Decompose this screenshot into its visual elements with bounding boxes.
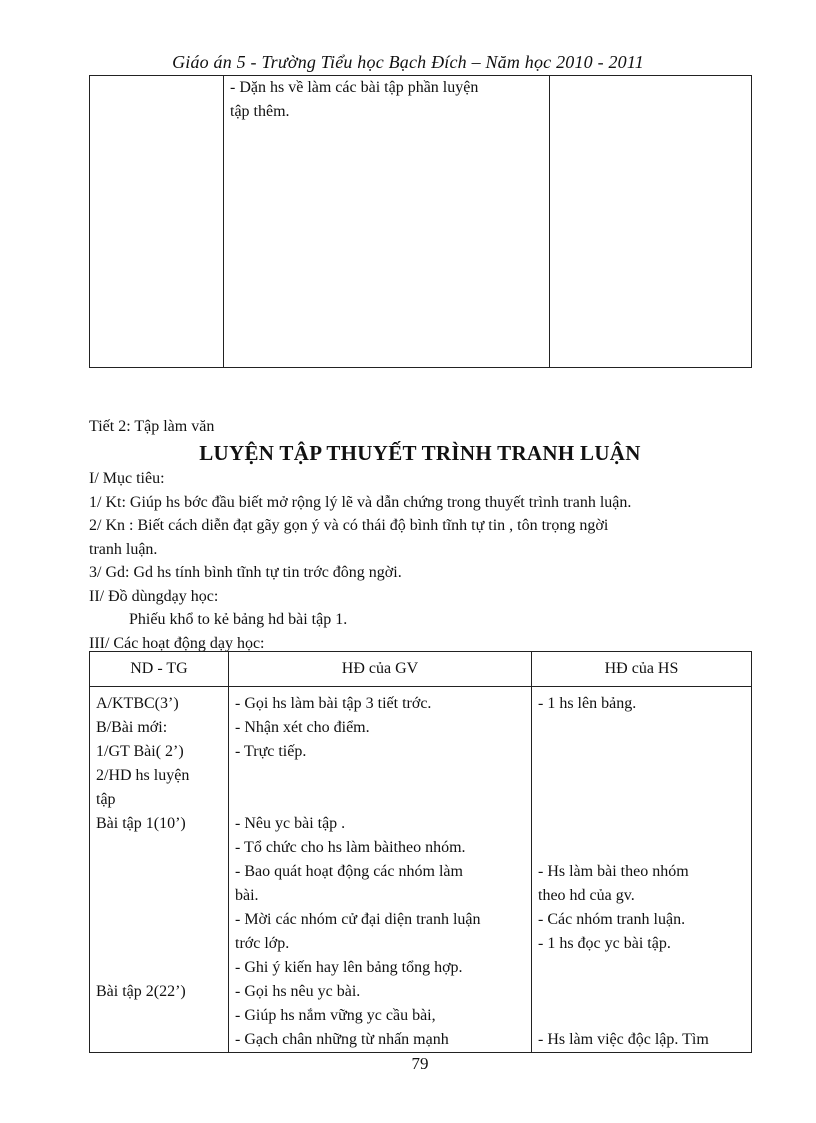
materials-item: Phiếu khổ to kẻ bảng hd bài tập 1. [129, 611, 348, 628]
objective-knowledge: 1/ Kt: Giúp hs bớc đầu biết mở rộng lý lẽ và dẫn chứng trong thuyết trình tranh luận. [89, 493, 632, 511]
objective-skill: 2/ Kn : Biết cách diễn đạt gãy gọn ý và có thái độ bình tĩnh tự tin , tôn trọng ngời [89, 517, 609, 534]
cell-line: theo hd của gv. [538, 887, 635, 904]
cell-line: bài. [235, 887, 259, 904]
page-number: 79 [411, 1054, 429, 1073]
lesson-title: LUYỆN TẬP THUYẾT TRÌNH TRANH LUẬN [199, 441, 641, 465]
cell-line [96, 908, 222, 932]
table-row [90, 687, 752, 1053]
cell-line: 1/GT Bài( 2’) [96, 743, 184, 760]
cell-line [96, 860, 222, 884]
cell-line: - Trực tiếp. [235, 743, 307, 760]
column-header: HĐ của HS [532, 652, 752, 687]
cell-line [538, 1004, 745, 1028]
cell-line [96, 1028, 222, 1052]
cell-line: - Mời các nhóm cử đại diện tranh luận [235, 911, 481, 928]
table-row [90, 76, 752, 368]
cell-line [235, 764, 525, 788]
cell-line: 2/HD hs luyện [96, 767, 190, 784]
content-time-cell [90, 687, 229, 1053]
column-header: HĐ của GV [229, 652, 532, 687]
objectives-heading: I/ Mục tiêu: [89, 470, 165, 487]
top-table-col1 [90, 76, 224, 368]
objective-skill-cont: tranh luận. [89, 540, 158, 558]
teacher-activity-cell [229, 687, 532, 1053]
cell-line: A/KTBC(3’) [96, 695, 179, 712]
cell-line: - Dặn hs về làm các bài tập phần luyện [230, 79, 479, 96]
activities-table [89, 651, 752, 1053]
cell-line [538, 788, 745, 812]
cell-line: - 1 hs lên bảng. [538, 695, 637, 712]
cell-line [96, 932, 222, 956]
continuation-table [89, 75, 752, 368]
cell-line [96, 1004, 222, 1028]
cell-line [538, 836, 745, 860]
cell-line: tập [96, 791, 116, 808]
cell-line: trớc lớp. [235, 935, 290, 952]
lesson-label: Tiết 2: Tập làm văn [89, 418, 215, 435]
cell-line: - Gọi hs nêu yc bài. [235, 983, 361, 1000]
cell-line [538, 980, 745, 1004]
top-table-col2 [224, 76, 550, 368]
cell-line [538, 812, 745, 836]
cell-line [96, 956, 222, 980]
cell-line: B/Bài mới: [96, 719, 168, 736]
cell-line [538, 740, 745, 764]
cell-line [96, 884, 222, 908]
cell-line: - Gọi hs làm bài tập 3 tiết trớc. [235, 695, 432, 712]
cell-line [235, 788, 525, 812]
cell-line: - Tổ chức cho hs làm bàitheo nhóm. [235, 839, 466, 856]
materials-heading: II/ Đồ dùngdạy học: [89, 587, 219, 605]
cell-line: - Hs làm việc độc lập. Tìm [538, 1031, 709, 1048]
cell-line: tập thêm. [230, 103, 290, 120]
cell-line: - Bao quát hoạt động các nhóm làm [235, 863, 463, 880]
cell-line: - 1 hs đọc yc bài tập. [538, 935, 671, 952]
cell-line: - Giúp hs nắm vững yc cầu bài, [235, 1007, 436, 1024]
cell-line: - Nêu yc bài tập . [235, 815, 346, 832]
cell-line [538, 956, 745, 980]
activities-heading: III/ Các hoạt động dạy học: [89, 634, 265, 652]
cell-line: - Các nhóm tranh luận. [538, 911, 686, 928]
top-table-col3 [550, 76, 752, 368]
cell-line: Bài tập 1(10’) [96, 815, 186, 832]
column-header: ND - TG [90, 652, 229, 687]
table-header-row [90, 652, 752, 687]
cell-line: - Hs làm bài theo nhóm [538, 863, 689, 880]
cell-line [538, 716, 745, 740]
cell-line [538, 764, 745, 788]
cell-line: - Nhận xét cho điểm. [235, 719, 370, 736]
student-activity-cell [532, 687, 752, 1053]
objective-education: 3/ Gd: Gd hs tính bình tĩnh tự tin trớc đông ngời. [89, 564, 402, 581]
cell-line: - Gạch chân những từ nhấn mạnh [235, 1031, 449, 1048]
cell-line: Bài tập 2(22’) [96, 983, 186, 1000]
lesson-body [89, 467, 769, 655]
page-header: Giáo án 5 - Trường Tiểu học Bạch Đích – Năm học 2010 - 2011 [172, 52, 644, 72]
cell-line: - Ghi ý kiến hay lên bảng tổng hợp. [235, 959, 463, 976]
cell-line [96, 836, 222, 860]
